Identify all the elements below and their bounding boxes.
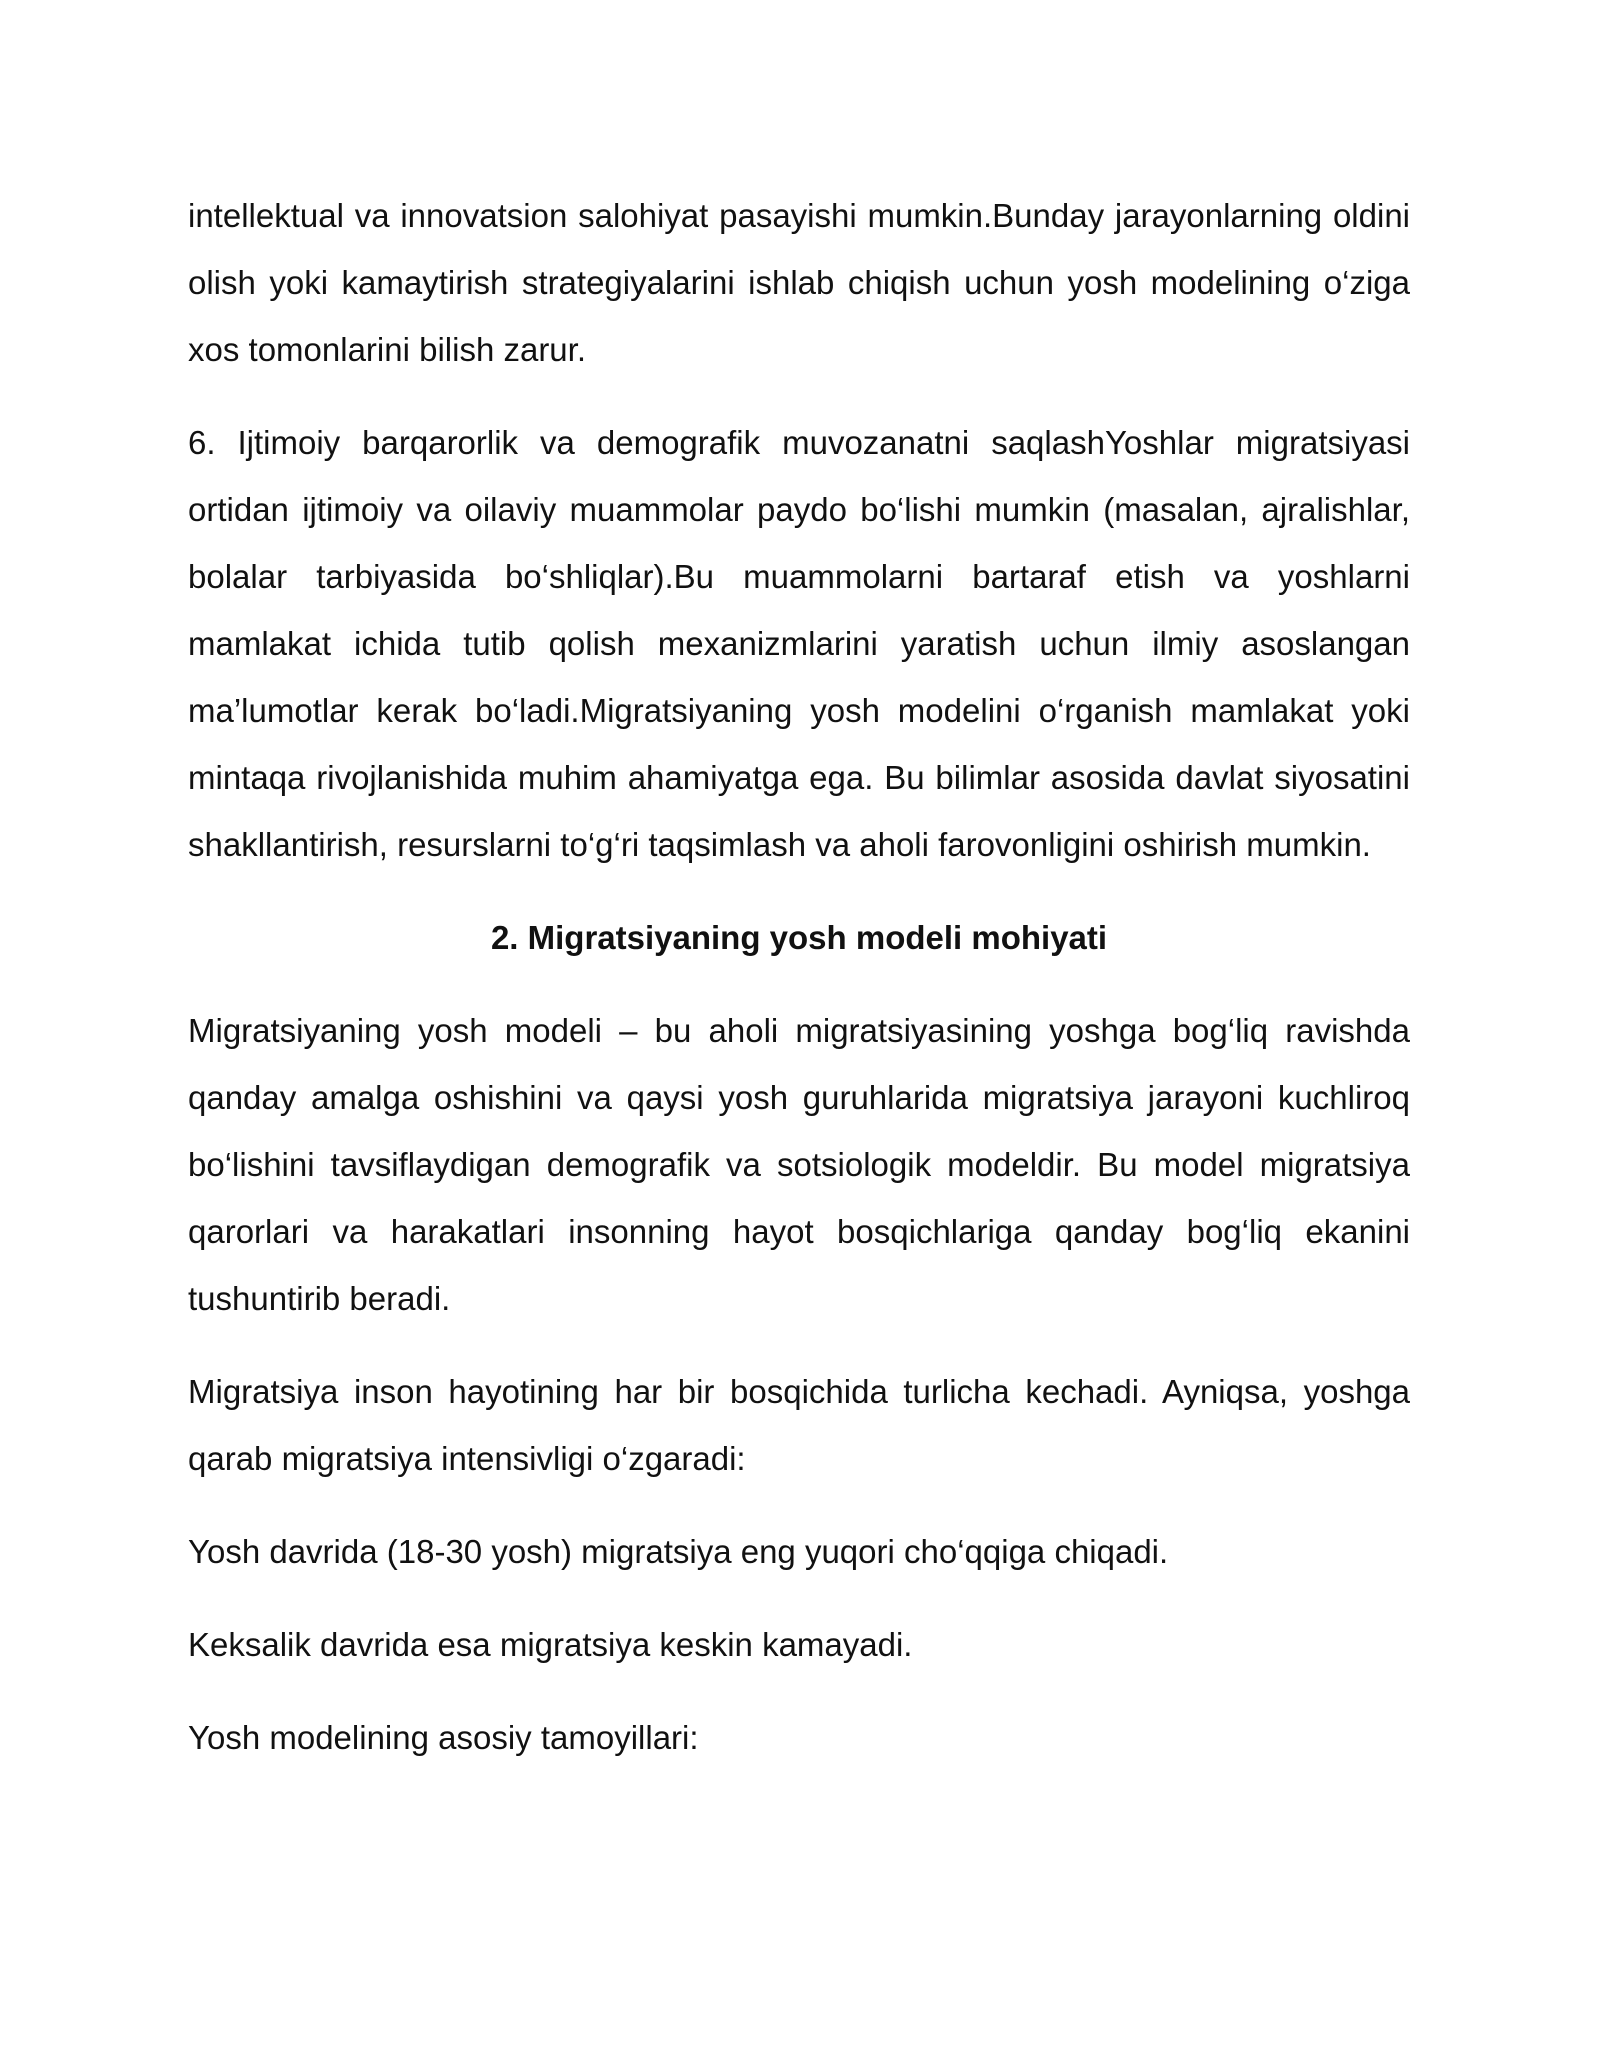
document-page [188, 182, 1410, 1797]
paragraph-social-stability: 6. Ijtimoiy barqarorlik va demografik muvozanatni saqlashYoshlar migratsiyasi ortidan ijtimoiy va oilaviy muammolar paydo bo‘lishi mumkin (masalan, ajralishlar, bolalar tarbiyasida bo‘shliqlar).Bu muammolarni bartaraf etish va yoshlarni mamlakat ichida tutib qolish mexanizmlarini yaratish uchun ilmiy asoslangan ma’lumotlar kerak bo‘ladi.Migratsiyaning yosh modelini o‘rganish mamlakat yoki mintaqa rivojlanishida muhim ahamiyatga ega. Bu bilimlar asosida davlat siyosatini shakllantirish, resurslarni to‘g‘ri taqsimlash va aholi farovonligini oshirish mumkin. [188, 424, 1410, 863]
section-heading: 2. Migratsiyaning yosh modeli mohiyati [490, 919, 1108, 956]
line-youth-peak: Yosh davrida (18-30 yosh) migratsiya eng yuqori cho‘qqiga chiqadi. [188, 1533, 1169, 1570]
line-principles-intro: Yosh modelining asosiy tamoyillari: [188, 1719, 699, 1756]
paragraph-model-definition: Migratsiyaning yosh modeli – bu aholi migratsiyasining yoshga bog‘liq ravishda qanday amalga oshishini va qaysi yosh guruhlarida migratsiya jarayoni kuchliroq bo‘lishini tavsiflaydigan demografik va sotsiologik modeldir. Bu model migratsiya qarorlari va harakatlari insonning hayot bosqichlariga qanday bog‘liq ekanini tushuntirib beradi. [188, 1012, 1410, 1317]
paragraph-life-stages: Migratsiya inson hayotining har bir bosqichida turlicha kechadi. Ayniqsa, yoshga qarab migratsiya intensivligi o‘zgaradi: [188, 1373, 1410, 1477]
line-old-age-decline: Keksalik davrida esa migratsiya keskin kamayadi. [188, 1626, 913, 1663]
paragraph-intellectual-potential: intellektual va innovatsion salohiyat pasayishi mumkin.Bunday jarayonlarning oldini olish yoki kamaytirish strategiyalarini ishlab chiqish uchun yosh modelining o‘ziga xos tomonlarini bilish zarur. [188, 197, 1410, 368]
